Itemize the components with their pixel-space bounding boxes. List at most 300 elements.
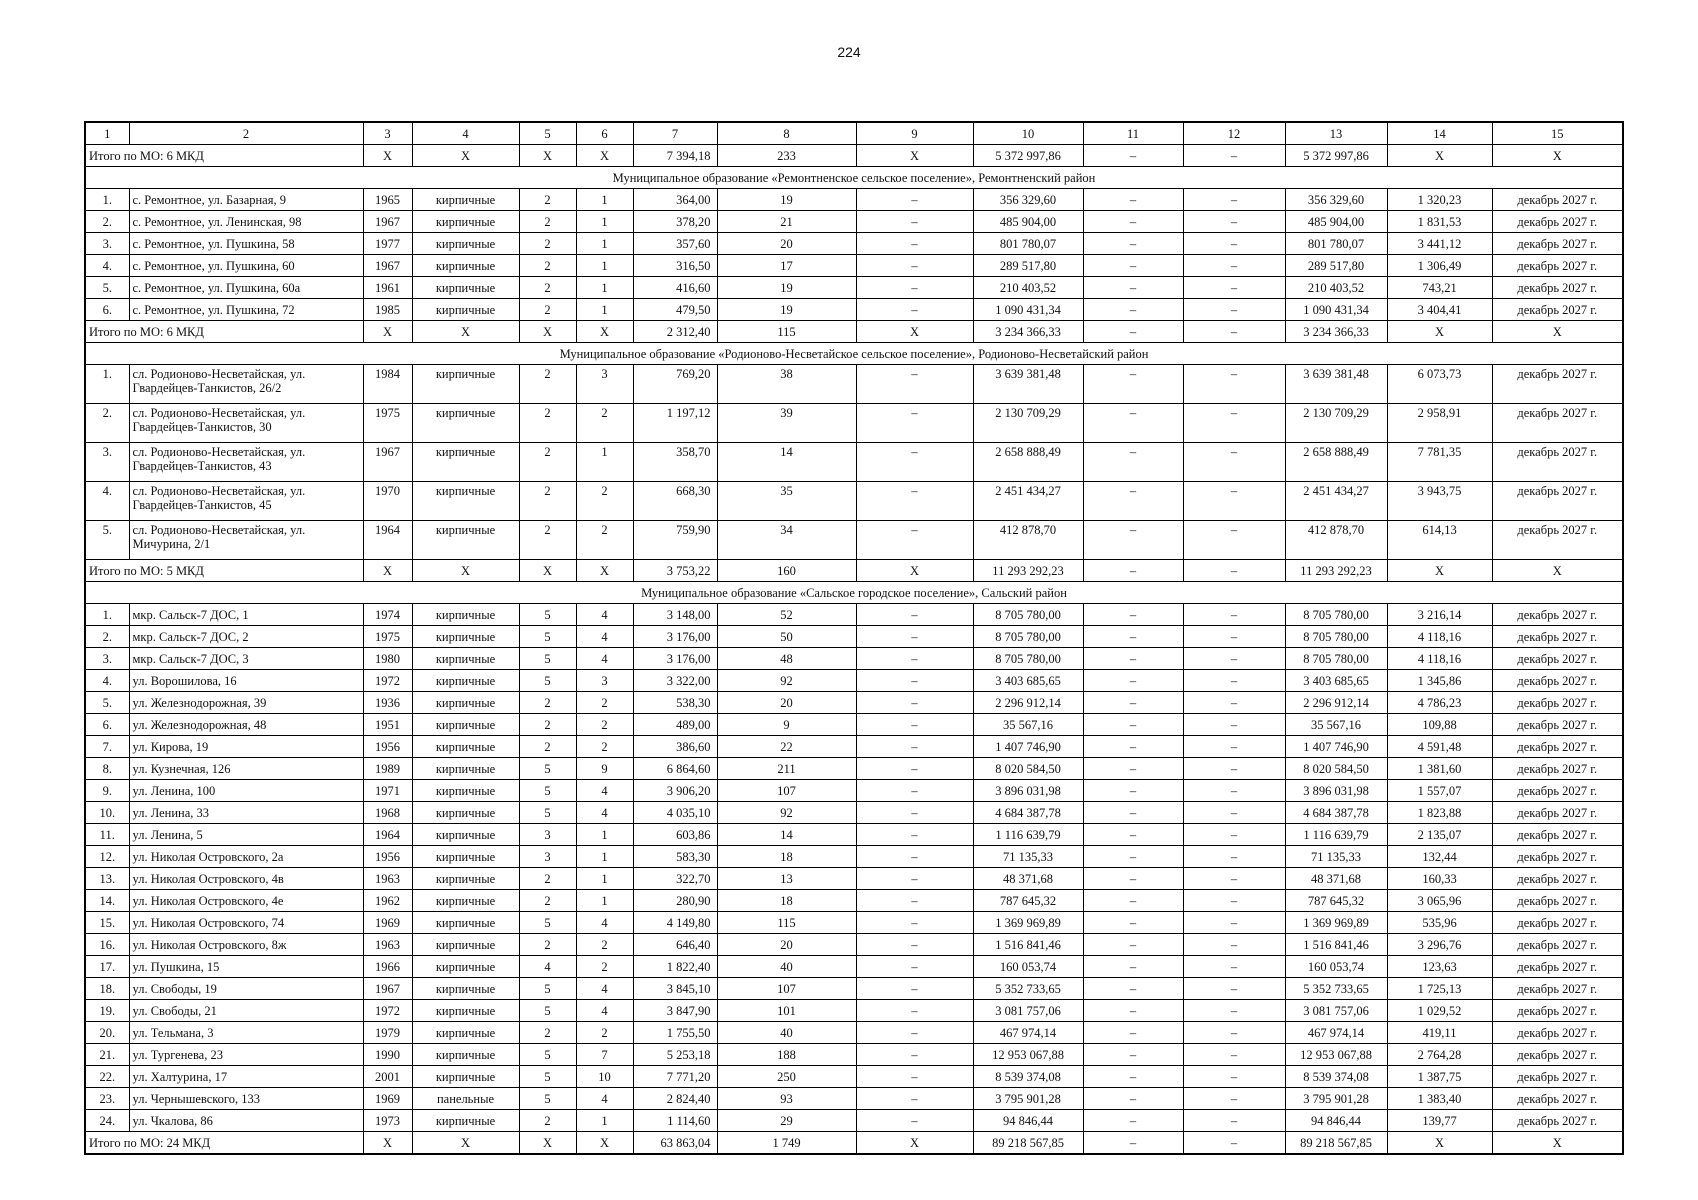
build-year: 1961 [363,277,412,299]
wall-material: кирпичные [412,299,519,321]
col-12: – [1183,1066,1285,1088]
table-row [85,934,1623,956]
unit-cost: 109,88 [1387,714,1492,736]
row-number: 2. [85,211,129,233]
col-12: – [1183,758,1285,780]
floors: 5 [519,648,576,670]
residents: 107 [717,780,856,802]
col-13: 289 517,80 [1285,255,1387,277]
build-year: 1951 [363,714,412,736]
completion-date: декабрь 2027 г. [1492,956,1623,978]
entrances: 2 [576,692,633,714]
total-c4: Х [412,560,519,582]
repair-cost: 8 705 780,00 [973,648,1083,670]
col-11: – [1083,277,1183,299]
residents: 20 [717,934,856,956]
col-9: – [856,604,973,626]
unit-cost: 419,11 [1387,1022,1492,1044]
total-c7: 2 312,40 [633,321,717,343]
column-number: 5 [519,122,576,145]
col-12: – [1183,365,1285,404]
col-12: – [1183,255,1285,277]
completion-date: декабрь 2027 г. [1492,868,1623,890]
row-number: 1. [85,365,129,404]
area: 3 906,20 [633,780,717,802]
repair-cost: 1 116 639,79 [973,824,1083,846]
completion-date: декабрь 2027 г. [1492,670,1623,692]
table-row [85,1000,1623,1022]
unit-cost: 614,13 [1387,521,1492,560]
repair-cost: 1 407 746,90 [973,736,1083,758]
table-row [85,1066,1623,1088]
table-row [85,211,1623,233]
column-number: 1 [85,122,129,145]
total-c12: – [1183,145,1285,167]
row-number: 12. [85,846,129,868]
col-12: – [1183,648,1285,670]
residents: 19 [717,189,856,211]
total-c12: – [1183,560,1285,582]
completion-date: декабрь 2027 г. [1492,978,1623,1000]
address: сл. Родионово-Несветайская, ул. Гвардейцев-Танкистов, 26/2 [129,365,363,404]
address: ул. Тельмана, 3 [129,1022,363,1044]
wall-material: кирпичные [412,1066,519,1088]
address: ул. Железнодорожная, 48 [129,714,363,736]
col-13: 1 407 746,90 [1285,736,1387,758]
wall-material: кирпичные [412,978,519,1000]
wall-material: кирпичные [412,670,519,692]
table-row [85,648,1623,670]
floors: 2 [519,692,576,714]
col-11: – [1083,482,1183,521]
col-12: – [1183,692,1285,714]
wall-material: кирпичные [412,365,519,404]
row-number: 21. [85,1044,129,1066]
residents: 35 [717,482,856,521]
repair-cost: 3 639 381,48 [973,365,1083,404]
repair-cost: 1 516 841,46 [973,934,1083,956]
completion-date: декабрь 2027 г. [1492,758,1623,780]
build-year: 1967 [363,211,412,233]
unit-cost: 4 118,16 [1387,626,1492,648]
repair-cost: 2 658 888,49 [973,443,1083,482]
col-9: – [856,189,973,211]
row-number: 11. [85,824,129,846]
col-9: – [856,1022,973,1044]
col-13: 3 403 685,65 [1285,670,1387,692]
unit-cost: 123,63 [1387,956,1492,978]
address: ул. Кузнечная, 126 [129,758,363,780]
wall-material: кирпичные [412,604,519,626]
residents: 48 [717,648,856,670]
col-11: – [1083,189,1183,211]
address: с. Ремонтное, ул. Пушкина, 58 [129,233,363,255]
col-12: – [1183,482,1285,521]
col-9: – [856,692,973,714]
entrances: 3 [576,670,633,692]
address: ул. Тургенева, 23 [129,1044,363,1066]
entrances: 9 [576,758,633,780]
total-c13: 5 372 997,86 [1285,145,1387,167]
repair-cost: 356 329,60 [973,189,1083,211]
completion-date: декабрь 2027 г. [1492,1022,1623,1044]
col-13: 3 896 031,98 [1285,780,1387,802]
row-number: 1. [85,604,129,626]
area: 1 755,50 [633,1022,717,1044]
area: 322,70 [633,868,717,890]
residents: 34 [717,521,856,560]
repair-cost: 8 539 374,08 [973,1066,1083,1088]
unit-cost: 2 958,91 [1387,404,1492,443]
address: сл. Родионово-Несветайская, ул. Гвардейцев-Танкистов, 45 [129,482,363,521]
column-number: 12 [1183,122,1285,145]
row-number: 6. [85,299,129,321]
entrances: 1 [576,189,633,211]
wall-material: кирпичные [412,934,519,956]
total-c14: Х [1387,145,1492,167]
row-number: 1. [85,189,129,211]
completion-date: декабрь 2027 г. [1492,626,1623,648]
entrances: 3 [576,365,633,404]
repair-cost: 48 371,68 [973,868,1083,890]
unit-cost: 160,33 [1387,868,1492,890]
col-9: – [856,443,973,482]
col-13: 485 904,00 [1285,211,1387,233]
total-c8: 115 [717,321,856,343]
col-9: – [856,648,973,670]
entrances: 2 [576,1022,633,1044]
table-row [85,868,1623,890]
wall-material: кирпичные [412,521,519,560]
build-year: 1936 [363,692,412,714]
col-11: – [1083,714,1183,736]
col-9: – [856,626,973,648]
completion-date: декабрь 2027 г. [1492,934,1623,956]
unit-cost: 743,21 [1387,277,1492,299]
table-row [85,956,1623,978]
floors: 5 [519,758,576,780]
unit-cost: 1 345,86 [1387,670,1492,692]
completion-date: декабрь 2027 г. [1492,1110,1623,1132]
col-9: – [856,365,973,404]
row-number: 5. [85,521,129,560]
col-9: – [856,846,973,868]
col-12: – [1183,1110,1285,1132]
col-12: – [1183,211,1285,233]
unit-cost: 2 764,28 [1387,1044,1492,1066]
build-year: 1956 [363,736,412,758]
total-c15: Х [1492,1132,1623,1155]
wall-material: кирпичные [412,255,519,277]
residents: 92 [717,802,856,824]
residents: 20 [717,233,856,255]
col-9: – [856,299,973,321]
wall-material: панельные [412,1088,519,1110]
table-row [85,604,1623,626]
col-9: – [856,714,973,736]
total-c3: Х [363,321,412,343]
floors: 3 [519,846,576,868]
address: ул. Чкалова, 86 [129,1110,363,1132]
completion-date: декабрь 2027 г. [1492,521,1623,560]
floors: 2 [519,868,576,890]
row-number: 17. [85,956,129,978]
address: ул. Железнодорожная, 39 [129,692,363,714]
residents: 38 [717,365,856,404]
table-row [85,1110,1623,1132]
address: сл. Родионово-Несветайская, ул. Мичурина, 2/1 [129,521,363,560]
table-row [85,233,1623,255]
col-9: – [856,868,973,890]
col-11: – [1083,736,1183,758]
build-year: 1967 [363,443,412,482]
unit-cost: 3 404,41 [1387,299,1492,321]
total-c11: – [1083,1132,1183,1155]
municipality-section-row [85,343,1623,365]
table-row [85,890,1623,912]
col-9: – [856,824,973,846]
repair-cost: 1 090 431,34 [973,299,1083,321]
col-13: 8 539 374,08 [1285,1066,1387,1088]
col-12: – [1183,868,1285,890]
wall-material: кирпичные [412,233,519,255]
row-number: 10. [85,802,129,824]
floors: 3 [519,824,576,846]
completion-date: декабрь 2027 г. [1492,404,1623,443]
total-c13: 11 293 292,23 [1285,560,1387,582]
build-year: 1973 [363,1110,412,1132]
col-11: – [1083,1066,1183,1088]
address: с. Ремонтное, ул. Базарная, 9 [129,189,363,211]
build-year: 1970 [363,482,412,521]
build-year: 1985 [363,299,412,321]
municipality-section-row [85,167,1623,189]
repair-cost: 35 567,16 [973,714,1083,736]
column-number: 7 [633,122,717,145]
residents: 19 [717,299,856,321]
column-number: 8 [717,122,856,145]
repair-cost: 4 684 387,78 [973,802,1083,824]
entrances: 1 [576,299,633,321]
address: мкр. Сальск-7 ДОС, 2 [129,626,363,648]
row-number: 22. [85,1066,129,1088]
municipality-section-title: Муниципальное образование «Сальское городское поселение», Сальский район [85,582,1623,604]
wall-material: кирпичные [412,780,519,802]
row-number: 24. [85,1110,129,1132]
col-12: – [1183,521,1285,560]
floors: 5 [519,1044,576,1066]
row-number: 5. [85,277,129,299]
area: 316,50 [633,255,717,277]
entrances: 10 [576,1066,633,1088]
total-c3: Х [363,560,412,582]
residents: 19 [717,277,856,299]
column-number-row [85,122,1623,145]
completion-date: декабрь 2027 г. [1492,1066,1623,1088]
col-11: – [1083,233,1183,255]
completion-date: декабрь 2027 г. [1492,846,1623,868]
total-c15: Х [1492,560,1623,582]
repair-cost: 3 896 031,98 [973,780,1083,802]
build-year: 1964 [363,521,412,560]
row-number: 18. [85,978,129,1000]
wall-material: кирпичные [412,692,519,714]
col-13: 467 974,14 [1285,1022,1387,1044]
entrances: 4 [576,1000,633,1022]
area: 3 322,00 [633,670,717,692]
residents: 40 [717,956,856,978]
col-9: – [856,211,973,233]
col-11: – [1083,604,1183,626]
floors: 2 [519,189,576,211]
row-number: 4. [85,482,129,521]
repair-cost: 12 953 067,88 [973,1044,1083,1066]
unit-cost: 7 781,35 [1387,443,1492,482]
address: ул. Чернышевского, 133 [129,1088,363,1110]
area: 3 845,10 [633,978,717,1000]
col-12: – [1183,912,1285,934]
page-number: 224 [837,44,861,60]
entrances: 4 [576,912,633,934]
col-11: – [1083,846,1183,868]
col-13: 787 645,32 [1285,890,1387,912]
residents: 21 [717,211,856,233]
total-c5: Х [519,1132,576,1155]
entrances: 1 [576,233,633,255]
col-13: 94 846,44 [1285,1110,1387,1132]
col-9: – [856,978,973,1000]
address: ул. Кирова, 19 [129,736,363,758]
completion-date: декабрь 2027 г. [1492,912,1623,934]
unit-cost: 1 823,88 [1387,802,1492,824]
completion-date: декабрь 2027 г. [1492,780,1623,802]
completion-date: декабрь 2027 г. [1492,299,1623,321]
housing-register-table [84,121,1624,1155]
area: 4 035,10 [633,802,717,824]
completion-date: декабрь 2027 г. [1492,1088,1623,1110]
area: 3 176,00 [633,626,717,648]
completion-date: декабрь 2027 г. [1492,648,1623,670]
col-12: – [1183,714,1285,736]
floors: 2 [519,1110,576,1132]
table-row [85,255,1623,277]
unit-cost: 4 118,16 [1387,648,1492,670]
total-c5: Х [519,145,576,167]
address: мкр. Сальск-7 ДОС, 3 [129,648,363,670]
row-number: 23. [85,1088,129,1110]
col-9: – [856,1110,973,1132]
residents: 39 [717,404,856,443]
total-c10: 89 218 567,85 [973,1132,1083,1155]
repair-cost: 3 081 757,06 [973,1000,1083,1022]
floors: 2 [519,890,576,912]
completion-date: декабрь 2027 г. [1492,255,1623,277]
completion-date: декабрь 2027 г. [1492,890,1623,912]
entrances: 1 [576,443,633,482]
address: ул. Ленина, 33 [129,802,363,824]
col-13: 8 705 780,00 [1285,626,1387,648]
col-13: 8 705 780,00 [1285,648,1387,670]
floors: 2 [519,934,576,956]
entrances: 1 [576,255,633,277]
col-11: – [1083,255,1183,277]
residents: 14 [717,824,856,846]
total-c3: Х [363,145,412,167]
entrances: 2 [576,736,633,758]
floors: 5 [519,1088,576,1110]
col-11: – [1083,404,1183,443]
area: 6 864,60 [633,758,717,780]
address: с. Ремонтное, ул. Ленинская, 98 [129,211,363,233]
wall-material: кирпичные [412,1110,519,1132]
total-row [85,321,1623,343]
col-12: – [1183,1088,1285,1110]
total-c4: Х [412,1132,519,1155]
col-11: – [1083,824,1183,846]
total-c9: Х [856,560,973,582]
row-number: 4. [85,255,129,277]
floors: 2 [519,277,576,299]
build-year: 1969 [363,912,412,934]
build-year: 1965 [363,189,412,211]
col-9: – [856,802,973,824]
build-year: 1979 [363,1022,412,1044]
row-number: 13. [85,868,129,890]
row-number: 5. [85,692,129,714]
table-row [85,1044,1623,1066]
build-year: 1975 [363,626,412,648]
residents: 93 [717,1088,856,1110]
total-c11: – [1083,321,1183,343]
wall-material: кирпичные [412,404,519,443]
unit-cost: 1 320,23 [1387,189,1492,211]
col-12: – [1183,780,1285,802]
wall-material: кирпичные [412,443,519,482]
area: 358,70 [633,443,717,482]
col-13: 1 090 431,34 [1285,299,1387,321]
completion-date: декабрь 2027 г. [1492,714,1623,736]
total-label: Итого по МО: 5 МКД [85,560,363,582]
total-c10: 5 372 997,86 [973,145,1083,167]
area: 1 197,12 [633,404,717,443]
col-12: – [1183,736,1285,758]
entrances: 1 [576,890,633,912]
area: 416,60 [633,277,717,299]
total-c5: Х [519,321,576,343]
table-row [85,443,1623,482]
unit-cost: 535,96 [1387,912,1492,934]
build-year: 1974 [363,604,412,626]
col-12: – [1183,277,1285,299]
area: 1 822,40 [633,956,717,978]
unit-cost: 4 786,23 [1387,692,1492,714]
area: 646,40 [633,934,717,956]
table-row [85,299,1623,321]
total-c15: Х [1492,321,1623,343]
build-year: 1964 [363,824,412,846]
col-13: 1 516 841,46 [1285,934,1387,956]
build-year: 1980 [363,648,412,670]
unit-cost: 1 383,40 [1387,1088,1492,1110]
floors: 2 [519,1022,576,1044]
floors: 5 [519,912,576,934]
total-c6: Х [576,145,633,167]
repair-cost: 412 878,70 [973,521,1083,560]
wall-material: кирпичные [412,890,519,912]
row-number: 7. [85,736,129,758]
address: ул. Свободы, 19 [129,978,363,1000]
row-number: 9. [85,780,129,802]
